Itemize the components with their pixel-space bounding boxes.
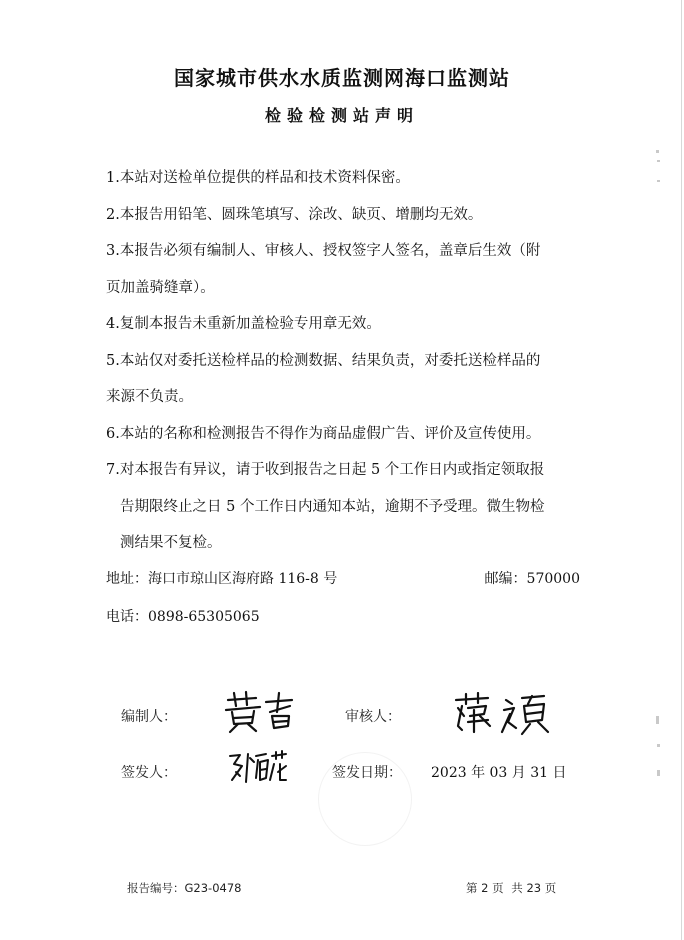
statement-text: 1.本站对送检单位提供的样品和技术资料保密。 [106, 170, 410, 186]
issue-date: 2023 年 03 月 31 日 [431, 765, 567, 781]
scan-mark [657, 744, 660, 747]
statement-text: 3.本报告必须有编制人、审核人、授权签字人签名，盖章后生效（附 [106, 243, 541, 259]
statement-text: 2.本报告用铅笔、圆珠笔填写、涂改、缺页、增删均无效。 [106, 206, 483, 223]
issuer-label: 签发人： [121, 765, 177, 781]
scan-mark [657, 180, 660, 182]
statement-text: 4.复制本报告未重新加盖检验专用章无效。 [106, 316, 381, 332]
statement-continuation: 页加盖骑缝章）。 [106, 279, 215, 296]
statement-text: 5.本站仅对委托送检样品的检测数据、结果负责，对委托送检样品的 [106, 352, 541, 369]
statement-text: 6.本站的名称和检测报告不得作为商品虚假广告、评价及宣传使用。 [106, 425, 541, 442]
org-title: 国家城市供水水质监测网海口监测站 [174, 66, 510, 90]
statement-continuation: 测结果不复检。 [120, 535, 222, 551]
scan-mark [656, 716, 659, 724]
statement-text: 7.对本报告有异议，请于收到报告之日起 5 个工作日内或指定领取报 [106, 462, 545, 478]
statement-list [106, 160, 592, 562]
statement-item-5 [106, 343, 592, 416]
doc-title: 检验检测站声明 [264, 106, 419, 125]
statement-item-4 [106, 306, 592, 343]
page-total: 共 23 页 [511, 881, 557, 895]
address-row [106, 568, 580, 588]
scan-mark [657, 160, 660, 162]
page-edge-line [681, 0, 682, 940]
phone-text: 电话：0898-65305065 [106, 609, 260, 625]
page-indicator [466, 880, 560, 896]
postcode-text: 邮编：570000 [484, 571, 580, 587]
scan-mark [657, 770, 660, 776]
page-current: 第 2 页 [466, 881, 504, 895]
statement-continuation: 来源不负责。 [106, 389, 193, 405]
statement-continuation: 告期限终止之日 5 个工作日内通知本站，逾期不予受理。微生物检 [120, 498, 545, 515]
address-text: 地址：海口市琼山区海府路 116-8 号 [106, 571, 338, 587]
compiler-label: 编制人： [121, 709, 177, 725]
statement-item-3 [106, 233, 592, 306]
report-number: 报告编号：G23-0478 [127, 881, 242, 895]
statement-item-1 [106, 160, 592, 197]
statement-item-7 [106, 452, 592, 562]
compiler-signature [222, 690, 302, 734]
scan-mark [656, 150, 659, 153]
issue-date-label: 签发日期： [332, 765, 402, 781]
statement-item-2 [106, 197, 592, 234]
reviewer-label: 审核人： [345, 709, 401, 725]
reviewer-signature [452, 692, 550, 736]
statement-item-6 [106, 416, 592, 453]
issuer-signature [226, 750, 288, 786]
